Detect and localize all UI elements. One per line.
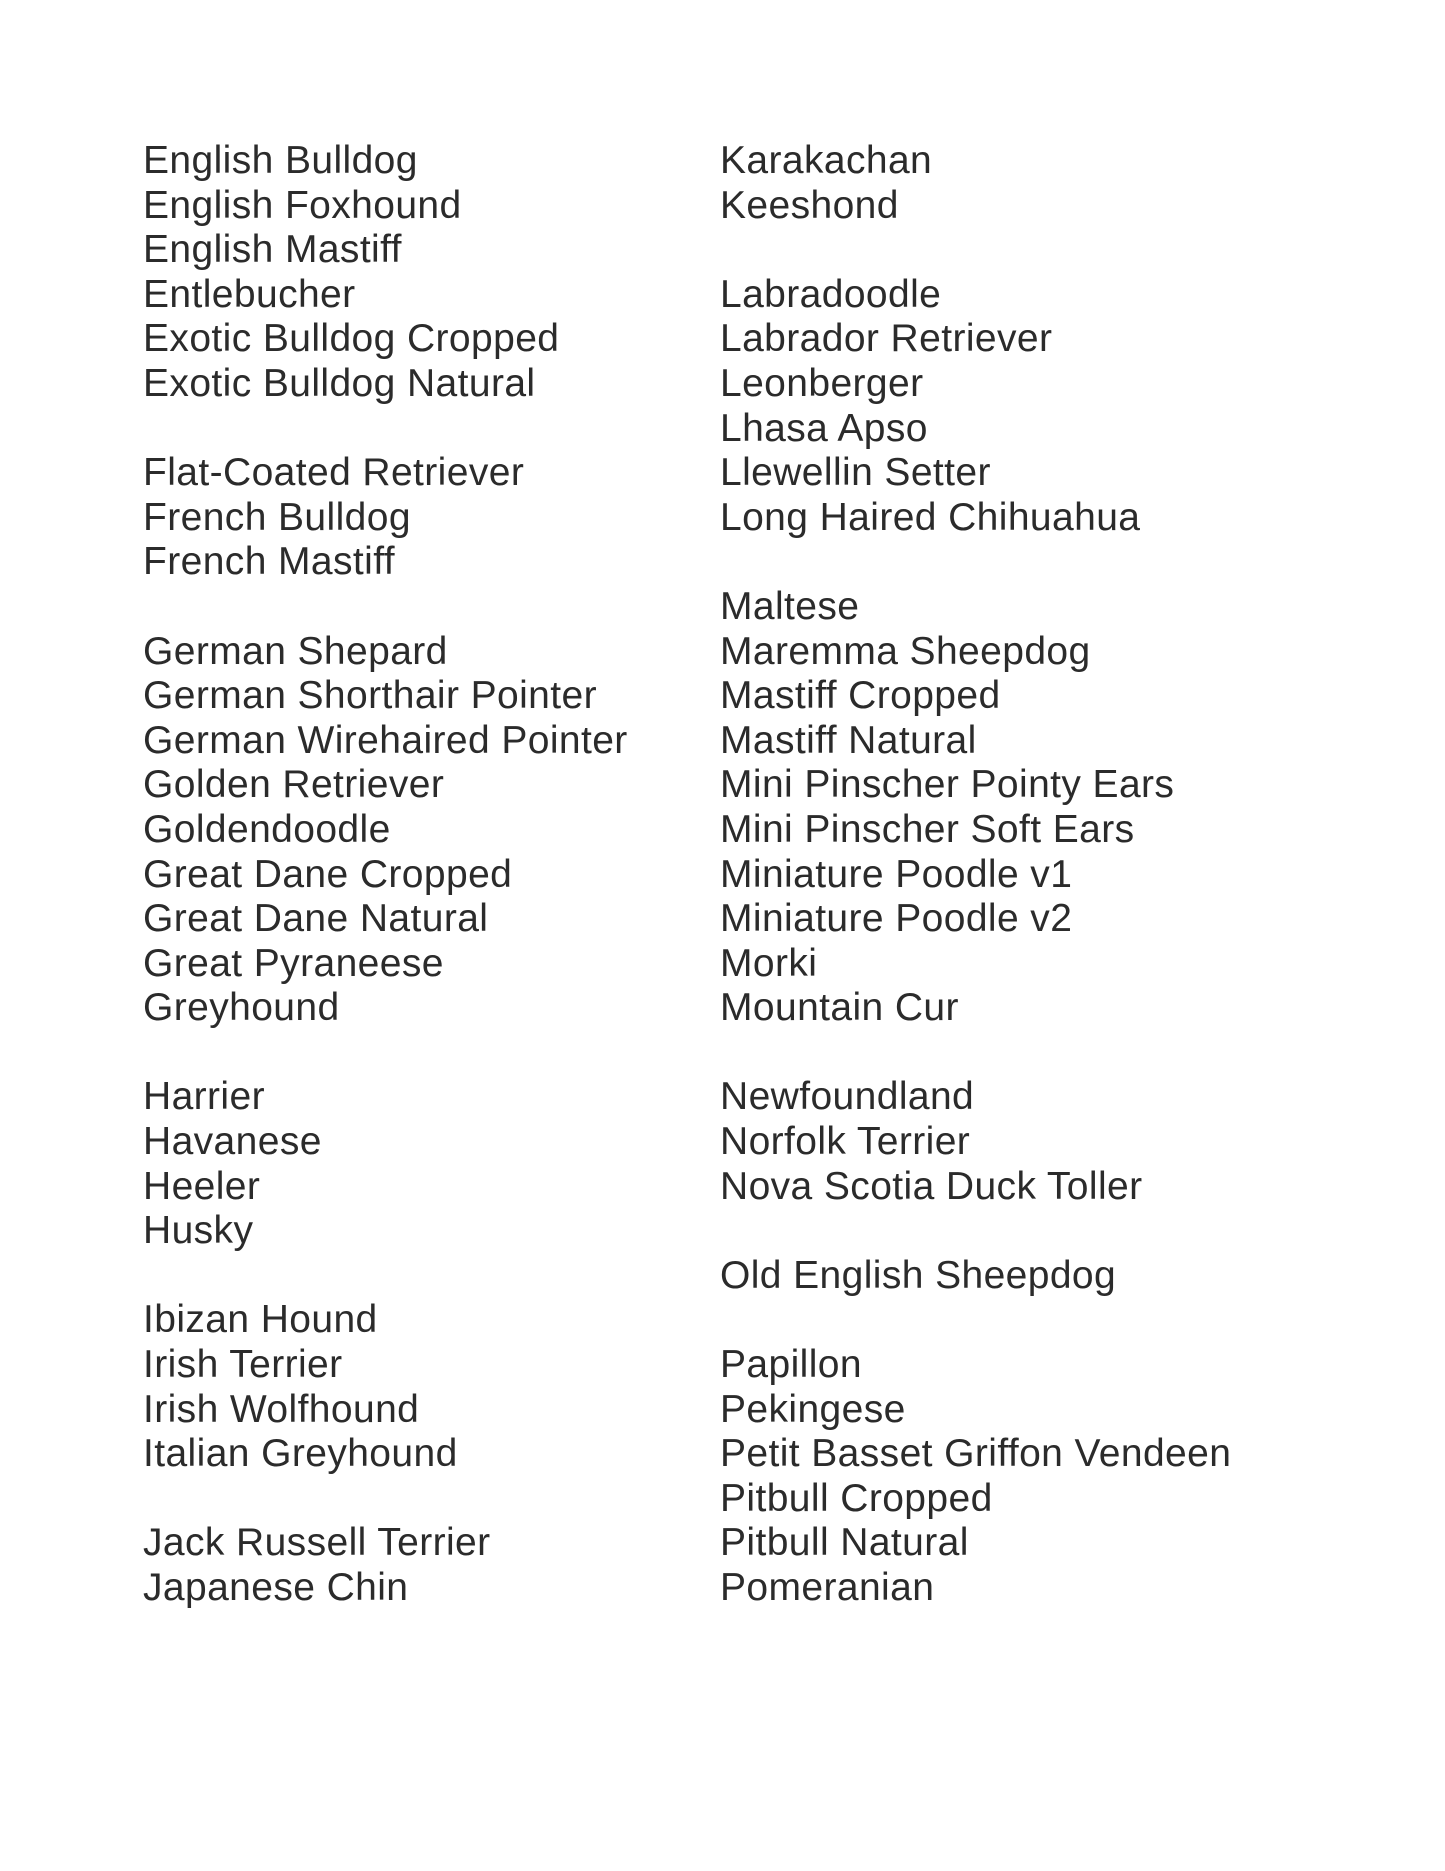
breed-name: Japanese Chin	[143, 1566, 409, 1609]
breed-name: Irish Wolfhound	[143, 1387, 420, 1431]
breed-name: German Wirehaired Pointer	[143, 718, 628, 762]
breed-name: Great Pyraneese	[143, 941, 444, 985]
breed-name: Pekingese	[720, 1387, 906, 1431]
breed-name: Heeler	[143, 1164, 261, 1208]
breed-column-left	[143, 139, 628, 1611]
blank-line	[720, 1209, 1231, 1254]
breed-name: Golden Retriever	[143, 763, 445, 807]
breed-name: Keeshond	[720, 183, 899, 227]
breed-name: Papillon	[720, 1343, 862, 1387]
breed-name: Flat-Coated Retriever	[143, 451, 525, 495]
breed-name: English Bulldog	[143, 139, 418, 182]
breed-name: Leonberger	[720, 361, 924, 405]
breed-name: Karakachan	[720, 139, 933, 182]
breed-name: Irish Terrier	[143, 1343, 343, 1387]
breed-name: Morki	[720, 941, 818, 985]
blank-line	[143, 1254, 628, 1299]
breed-name: Maltese	[720, 584, 860, 628]
breed-column-right	[720, 139, 1231, 1611]
blank-line	[143, 1031, 628, 1076]
breed-name: Exotic Bulldog Cropped	[143, 317, 560, 361]
blank-line	[720, 1298, 1231, 1343]
breed-name: German Shorthair Pointer	[143, 674, 597, 718]
breed-name: French Bulldog	[143, 495, 411, 539]
breed-name: Labrador Retriever	[720, 317, 1053, 361]
breed-name: Ibizan Hound	[143, 1298, 378, 1342]
breed-name: Great Dane Cropped	[143, 852, 513, 896]
blank-line	[143, 407, 628, 452]
breed-name: English Foxhound	[143, 183, 462, 227]
blank-line	[720, 228, 1231, 273]
breed-name: Mini Pinscher Soft Ears	[720, 807, 1135, 851]
breed-name: Llewellin Setter	[720, 451, 991, 495]
breed-name: Entlebucher	[143, 272, 356, 316]
breed-name: Husky	[143, 1209, 254, 1253]
breed-name: Newfoundland	[720, 1075, 975, 1119]
breed-name: Mastiff Natural	[720, 718, 977, 762]
breed-name: Harrier	[143, 1075, 265, 1119]
breed-name: Jack Russell Terrier	[143, 1521, 491, 1565]
breed-name: Great Dane Natural	[143, 897, 489, 941]
breed-name: Pitbull Natural	[720, 1521, 969, 1565]
breed-name: Nova Scotia Duck Toller	[720, 1164, 1143, 1208]
blank-line	[143, 585, 628, 630]
breed-name: Exotic Bulldog Natural	[143, 361, 536, 405]
breed-name: Long Haired Chihuahua	[720, 495, 1141, 539]
blank-line	[143, 1477, 628, 1522]
breed-name: Havanese	[143, 1120, 322, 1164]
blank-line	[720, 540, 1231, 585]
breed-name: Pomeranian	[720, 1566, 935, 1609]
breed-name: Mini Pinscher Pointy Ears	[720, 763, 1175, 807]
breed-name: Maremma Sheepdog	[720, 629, 1091, 673]
breed-name: Norfolk Terrier	[720, 1120, 971, 1164]
breed-name: Mastiff Cropped	[720, 674, 1001, 718]
breed-name: Greyhound	[143, 986, 340, 1030]
breed-name: Italian Greyhound	[143, 1432, 458, 1476]
breed-name: Old English Sheepdog	[720, 1253, 1117, 1297]
breed-name: Lhasa Apso	[720, 406, 928, 450]
breed-name: Labradoodle	[720, 272, 942, 316]
breed-name: Goldendoodle	[143, 807, 391, 851]
breed-name: English Mastiff	[143, 228, 402, 272]
breed-name: Petit Basset Griffon Vendeen	[720, 1432, 1232, 1476]
breed-name: Pitbull Cropped	[720, 1476, 993, 1520]
breed-name: German Shepard	[143, 629, 448, 673]
breed-name: Miniature Poodle v1	[720, 852, 1073, 896]
breed-name: Mountain Cur	[720, 986, 959, 1030]
blank-line	[720, 1031, 1231, 1076]
breed-name: Miniature Poodle v2	[720, 897, 1073, 941]
breed-name: French Mastiff	[143, 540, 395, 584]
